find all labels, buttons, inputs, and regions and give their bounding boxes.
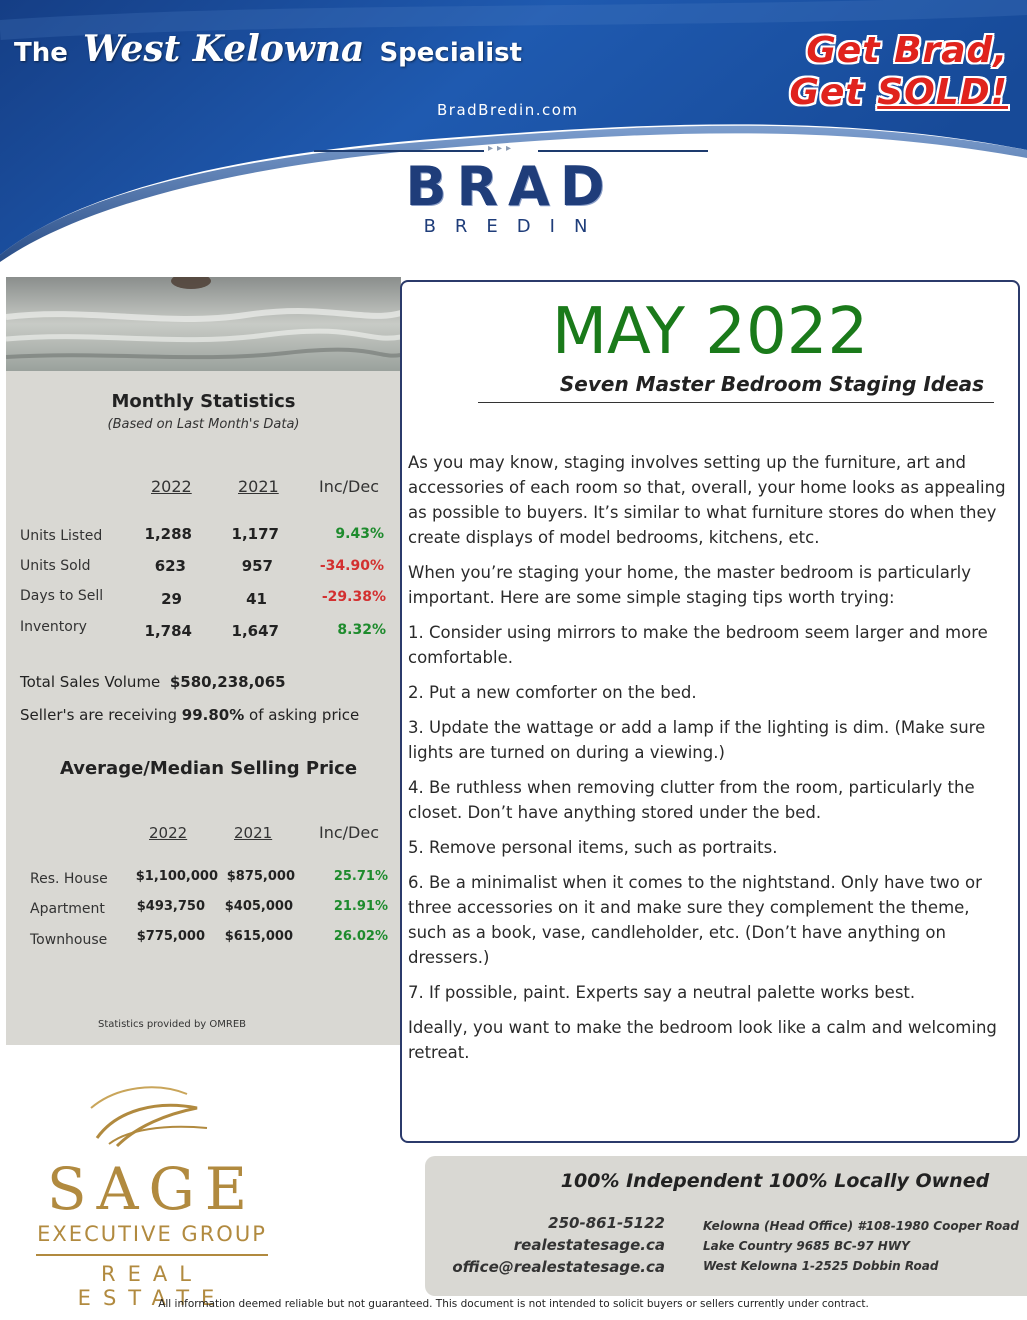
office-email[interactable]: office@realestatesage.ca [452, 1258, 665, 1276]
total-sales-value: $580,238,065 [169, 673, 286, 691]
seller-receiving-line: Seller's are receiving 99.80% of asking price [20, 706, 360, 724]
stat-change: 9.43% [335, 526, 384, 542]
article-paragraph: Ideally, you want to make the bedroom look like a calm and welcoming retreat. [408, 1018, 997, 1062]
article-paragraph: As you may know, staging involves setting up the furniture, art and accessories of each room so that, overall, your home looks as appealing as possible to buyers. It’s similar to what furniture stores do when they create displays of model bedrooms, kitchens, etc. [408, 453, 1006, 547]
article-divider [478, 402, 994, 403]
header-slogan [740, 30, 1008, 114]
article-tip: 1. Consider using mirrors to make the bedroom seem larger and more comfortable. [408, 623, 988, 667]
logo-executive-group: EXECUTIVE GROUP [37, 1222, 267, 1246]
price-value-2022: $775,000 [136, 929, 205, 944]
slogan-line-1: Get Brad, [806, 30, 1008, 71]
price-change: 26.02% [333, 929, 388, 944]
article-tip: 4. Be ruthless when removing clutter from the room, particularly the closet. Don’t have anything stored under the bed. [408, 778, 975, 822]
brand-divider-right [538, 150, 708, 152]
price-value-2022: $1,100,000 [135, 869, 218, 884]
stat-value-2021: 1,177 [231, 525, 279, 543]
total-sales-volume: Total Sales Volume $580,238,065 [20, 673, 286, 691]
header-tagline [14, 28, 522, 70]
contact-details [445, 1212, 665, 1278]
price-value-2022: $493,750 [136, 899, 205, 914]
logo-divider [36, 1254, 268, 1256]
office-address: Kelowna (Head Office) #108-1980 Cooper Road [703, 1219, 1019, 1233]
office-locations [703, 1216, 1023, 1276]
stats-subtitle: (Based on Last Month's Data) [107, 417, 300, 432]
price-value-2021: $615,000 [224, 929, 293, 944]
page-header [0, 0, 1027, 270]
asking-price-percent: 99.80% [181, 706, 245, 724]
stat-label-inventory: Inventory [20, 619, 87, 635]
monthly-statistics-panel [6, 277, 401, 1045]
water-photo-image [6, 277, 401, 371]
article-tip: 3. Update the wattage or add a lamp if the lighting is dim. (Make sure lights are turned on during a viewing.) [408, 718, 986, 762]
article-title: MAY 2022 [551, 295, 869, 369]
stat-value-2021: 1,647 [231, 622, 279, 640]
article-body [408, 450, 1012, 1075]
stat-change: -29.38% [321, 589, 386, 605]
article-tip: 2. Put a new comforter on the bed. [408, 683, 697, 702]
price-label-apartment: Apartment [30, 901, 105, 917]
col-header-2021: 2021 [238, 477, 279, 496]
brand-divider-left [314, 150, 484, 152]
newsletter-article [400, 280, 1020, 1143]
col-header-2022: 2022 [151, 477, 192, 496]
stats-title: Monthly Statistics [111, 391, 296, 412]
article-subtitle: Seven Master Bedroom Staging Ideas [559, 372, 985, 396]
price-value-2021: $875,000 [226, 869, 295, 884]
tagline-city: West Kelowna [82, 28, 365, 70]
stat-label-days-to-sell: Days to Sell [20, 588, 104, 604]
brand-logo-surname: BREDIN [423, 216, 607, 237]
sage-brokerage-logo [32, 1080, 277, 1310]
price-label-townhouse: Townhouse [30, 932, 108, 948]
price-value-2021: $405,000 [224, 899, 293, 914]
brokerage-website[interactable]: realestatesage.ca [513, 1236, 665, 1254]
office-address: West Kelowna 1-2525 Dobbin Road [703, 1259, 939, 1273]
contact-box [425, 1156, 1027, 1296]
stat-value-2022: 623 [154, 557, 186, 575]
stat-value-2021: 957 [241, 557, 273, 575]
stat-value-2022: 1,784 [144, 622, 192, 640]
stat-value-2022: 29 [161, 590, 182, 608]
col-header-change: Inc/Dec [319, 477, 380, 496]
logo-sage-word: SAGE [46, 1155, 258, 1223]
price-col-header-change: Inc/Dec [319, 823, 380, 842]
phone-number[interactable]: 250-861-5122 [548, 1214, 665, 1232]
stat-change: 8.32% [337, 622, 386, 638]
sage-leaf-icon [87, 1080, 217, 1158]
stat-label-units-sold: Units Sold [20, 558, 91, 574]
tagline-suffix: Specialist [379, 38, 523, 68]
independent-headline: 100% Independent 100% Locally Owned [560, 1170, 990, 1192]
slogan-emphasis: SOLD! [877, 72, 1008, 113]
tagline-prefix: The [14, 38, 68, 68]
price-label-res-house: Res. House [30, 871, 108, 887]
article-paragraph: When you’re staging your home, the master bedroom is particularly important. Here are some simple staging tips worth trying: [408, 563, 972, 607]
price-col-header-2022: 2022 [149, 824, 188, 842]
stats-credit: Statistics provided by OMREB [97, 1019, 247, 1030]
brand-logo-name: BRAD [405, 155, 615, 218]
stat-value-2022: 1,288 [144, 525, 192, 543]
stat-value-2021: 41 [246, 590, 267, 608]
stat-label-units-listed: Units Listed [20, 528, 103, 544]
article-tip: 7. If possible, paint. Experts say a neutral palette works best. [408, 983, 916, 1002]
office-address: Lake Country 9685 BC-97 HWY [703, 1239, 910, 1253]
article-tip: 5. Remove personal items, such as portraits. [408, 838, 778, 857]
slogan-line-2: Get SOLD! [789, 72, 1008, 113]
article-tip: 6. Be a minimalist when it comes to the nightstand. Only have two or three accessories on it and make sure they complement the theme, such as a book, vase, candleholder, etc. (Don’t have anything on dressers.) [408, 873, 982, 967]
stat-change: -34.90% [319, 558, 384, 574]
brand-arrows-icon: ▸▸▸ [488, 143, 516, 154]
price-change: 25.71% [333, 869, 388, 884]
avg-price-title: Average/Median Selling Price [59, 758, 358, 779]
price-change: 21.91% [333, 899, 388, 914]
price-col-header-2021: 2021 [234, 824, 273, 842]
logo-real-estate: REAL ESTATE [77, 1262, 227, 1310]
legal-disclaimer: All information deemed reliable but not guaranteed. This document is not intended to solicit buyers or sellers currently under contract. [158, 1298, 869, 1310]
website-link[interactable]: BradBredin.com [437, 101, 579, 119]
